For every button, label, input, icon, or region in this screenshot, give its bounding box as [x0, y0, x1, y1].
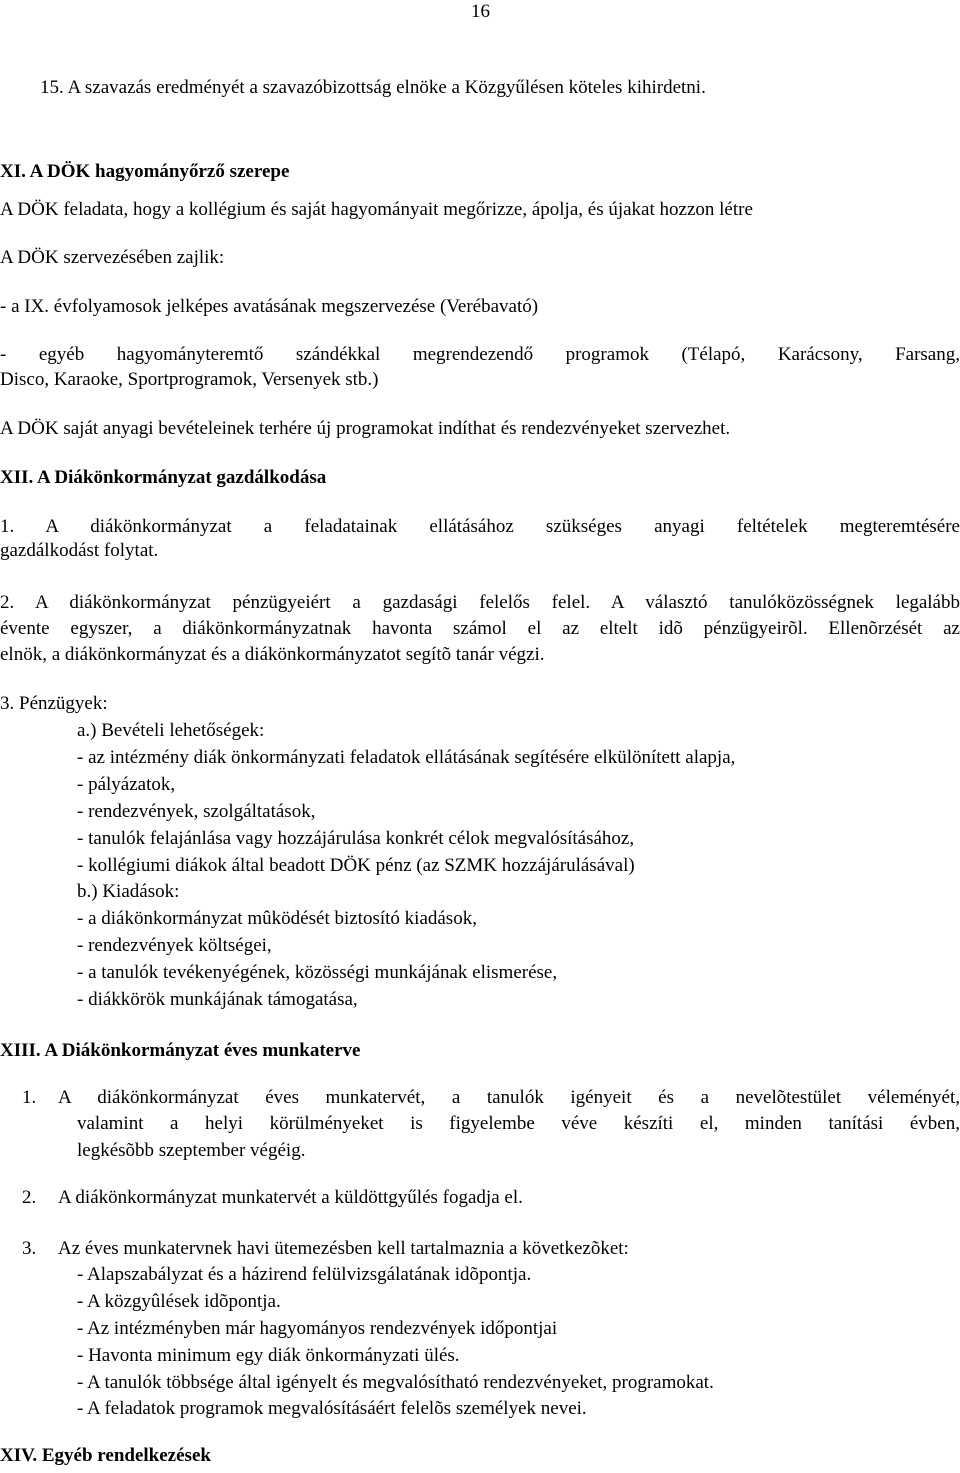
- section-xi-paragraph-1: A DÖK feladata, hogy a kollégium és saját hagyományait megőrizze, ápolja, és újakat hozzon létre: [0, 199, 753, 220]
- income-item: - kollégiumi diákok által beadott DÖK pénz (az SZMK hozzájárulásával): [77, 855, 635, 876]
- section-xi-list-item-2-line-1: - egyéb hagyományteremtő szándékkal megrendezendő programok (Télapó, Karácsony, Farsang,: [0, 344, 960, 365]
- section-xi-heading: XI. A DÖK hagyományőrző szerepe: [0, 161, 290, 182]
- section-xii-paragraph-1-line-1: 1. A diákönkormányzat a feladatainak ellátásához szükséges anyagi feltételek megteremtésére: [0, 516, 960, 537]
- section-xii-paragraph-2-line-1: 2. A diákönkormányzat pénzügyeiért a gazdasági felelős felel. A választó tanulóközösségnek legalább: [0, 592, 960, 613]
- item-15: 15. A szavazás eredményét a szavazóbizottság elnöke a Közgyűlésen köteles kihirdetni.: [40, 77, 706, 98]
- section-xii-paragraph-1-line-2: gazdálkodást folytat.: [0, 540, 159, 561]
- work-plan-item: - Alapszabályzat és a házirend felülvizsgálatának idõpontja.: [77, 1264, 532, 1285]
- section-xiii-item-3-number: 3.: [22, 1238, 37, 1259]
- work-plan-item: - A feladatok programok megvalósításáért felelõs személyek nevei.: [77, 1398, 587, 1419]
- work-plan-item: - A tanulók többsége által igényelt és megvalósítható rendezvényeket, programokat.: [77, 1372, 714, 1393]
- section-xii-heading: XII. A Diákönkormányzat gazdálkodása: [0, 467, 327, 488]
- section-xi-paragraph-3: A DÖK saját anyagi bevételeinek terhére új programokat indíthat és rendezvényeket szervezhet.: [0, 418, 731, 439]
- work-plan-item: - A közgyûlések idõpontja.: [77, 1291, 281, 1312]
- income-title: a.) Bevételi lehetőségek:: [77, 720, 265, 741]
- section-xiii-item-1-number: 1.: [22, 1087, 37, 1108]
- section-xi-list-item-1: - a IX. évfolyamosok jelképes avatásának megszervezése (Verébavató): [0, 296, 539, 317]
- section-xii-paragraph-2-line-2: évente egyszer, a diákönkormányzatnak havonta számol el az eltelt idõ pénzügyeirõl. Ellenõrzését az: [0, 618, 960, 639]
- section-xiii-heading: XIII. A Diákönkormányzat éves munkaterve: [0, 1040, 361, 1061]
- section-xiii-item-2-number: 2.: [22, 1187, 37, 1208]
- income-item: - az intézmény diák önkormányzati feladatok ellátásának segítésére elkülönített alapja,: [77, 747, 736, 768]
- section-xiii-item-1-line-2: valamint a helyi körülményeket is figyelembe véve készíti el, minden tanítási évben,: [77, 1113, 960, 1134]
- section-xiii-item-1-line-1: A diákönkormányzat éves munkatervét, a tanulók igényeit és a nevelõtestület véleményét,: [58, 1087, 960, 1108]
- income-item: - pályázatok,: [77, 774, 176, 795]
- section-xii-paragraph-2-line-3: elnök, a diákönkormányzat és a diákönkormányzatot segítõ tanár végzi.: [0, 644, 545, 665]
- work-plan-item: - Az intézményben már hagyományos rendezvények időpontjai: [77, 1318, 558, 1339]
- section-xiii-item-1-line-3: legkésõbb szeptember végéig.: [77, 1140, 306, 1161]
- section-xiii-item-3-text: Az éves munkatervnek havi ütemezésben kell tartalmaznia a következõket:: [58, 1238, 629, 1259]
- expense-item: - a diákönkormányzat mûködését biztosító kiadások,: [77, 908, 477, 929]
- finances-title: 3. Pénzügyek:: [0, 693, 108, 714]
- expenses-title: b.) Kiadások:: [77, 881, 180, 902]
- section-xiv-heading: XIV. Egyéb rendelkezések: [0, 1445, 211, 1466]
- expense-item: - rendezvények költségei,: [77, 935, 272, 956]
- section-xiii-item-2-text: A diákönkormányzat munkatervét a küldöttgyűlés fogadja el.: [58, 1187, 523, 1208]
- income-item: - tanulók felajánlása vagy hozzájárulása konkrét célok megvalósításához,: [77, 828, 635, 849]
- section-xi-paragraph-2: A DÖK szervezésében zajlik:: [0, 247, 225, 268]
- page-number: 16: [471, 1, 490, 22]
- expense-item: - diákkörök munkájának támogatása,: [77, 989, 358, 1010]
- section-xi-list-item-2-line-2: Disco, Karaoke, Sportprogramok, Versenyek stb.): [0, 369, 379, 390]
- work-plan-item: - Havonta minimum egy diák önkormányzati ülés.: [77, 1345, 460, 1366]
- expense-item: - a tanulók tevékenyégének, közösségi munkájának elismerése,: [77, 962, 558, 983]
- income-item: - rendezvények, szolgáltatások,: [77, 801, 316, 822]
